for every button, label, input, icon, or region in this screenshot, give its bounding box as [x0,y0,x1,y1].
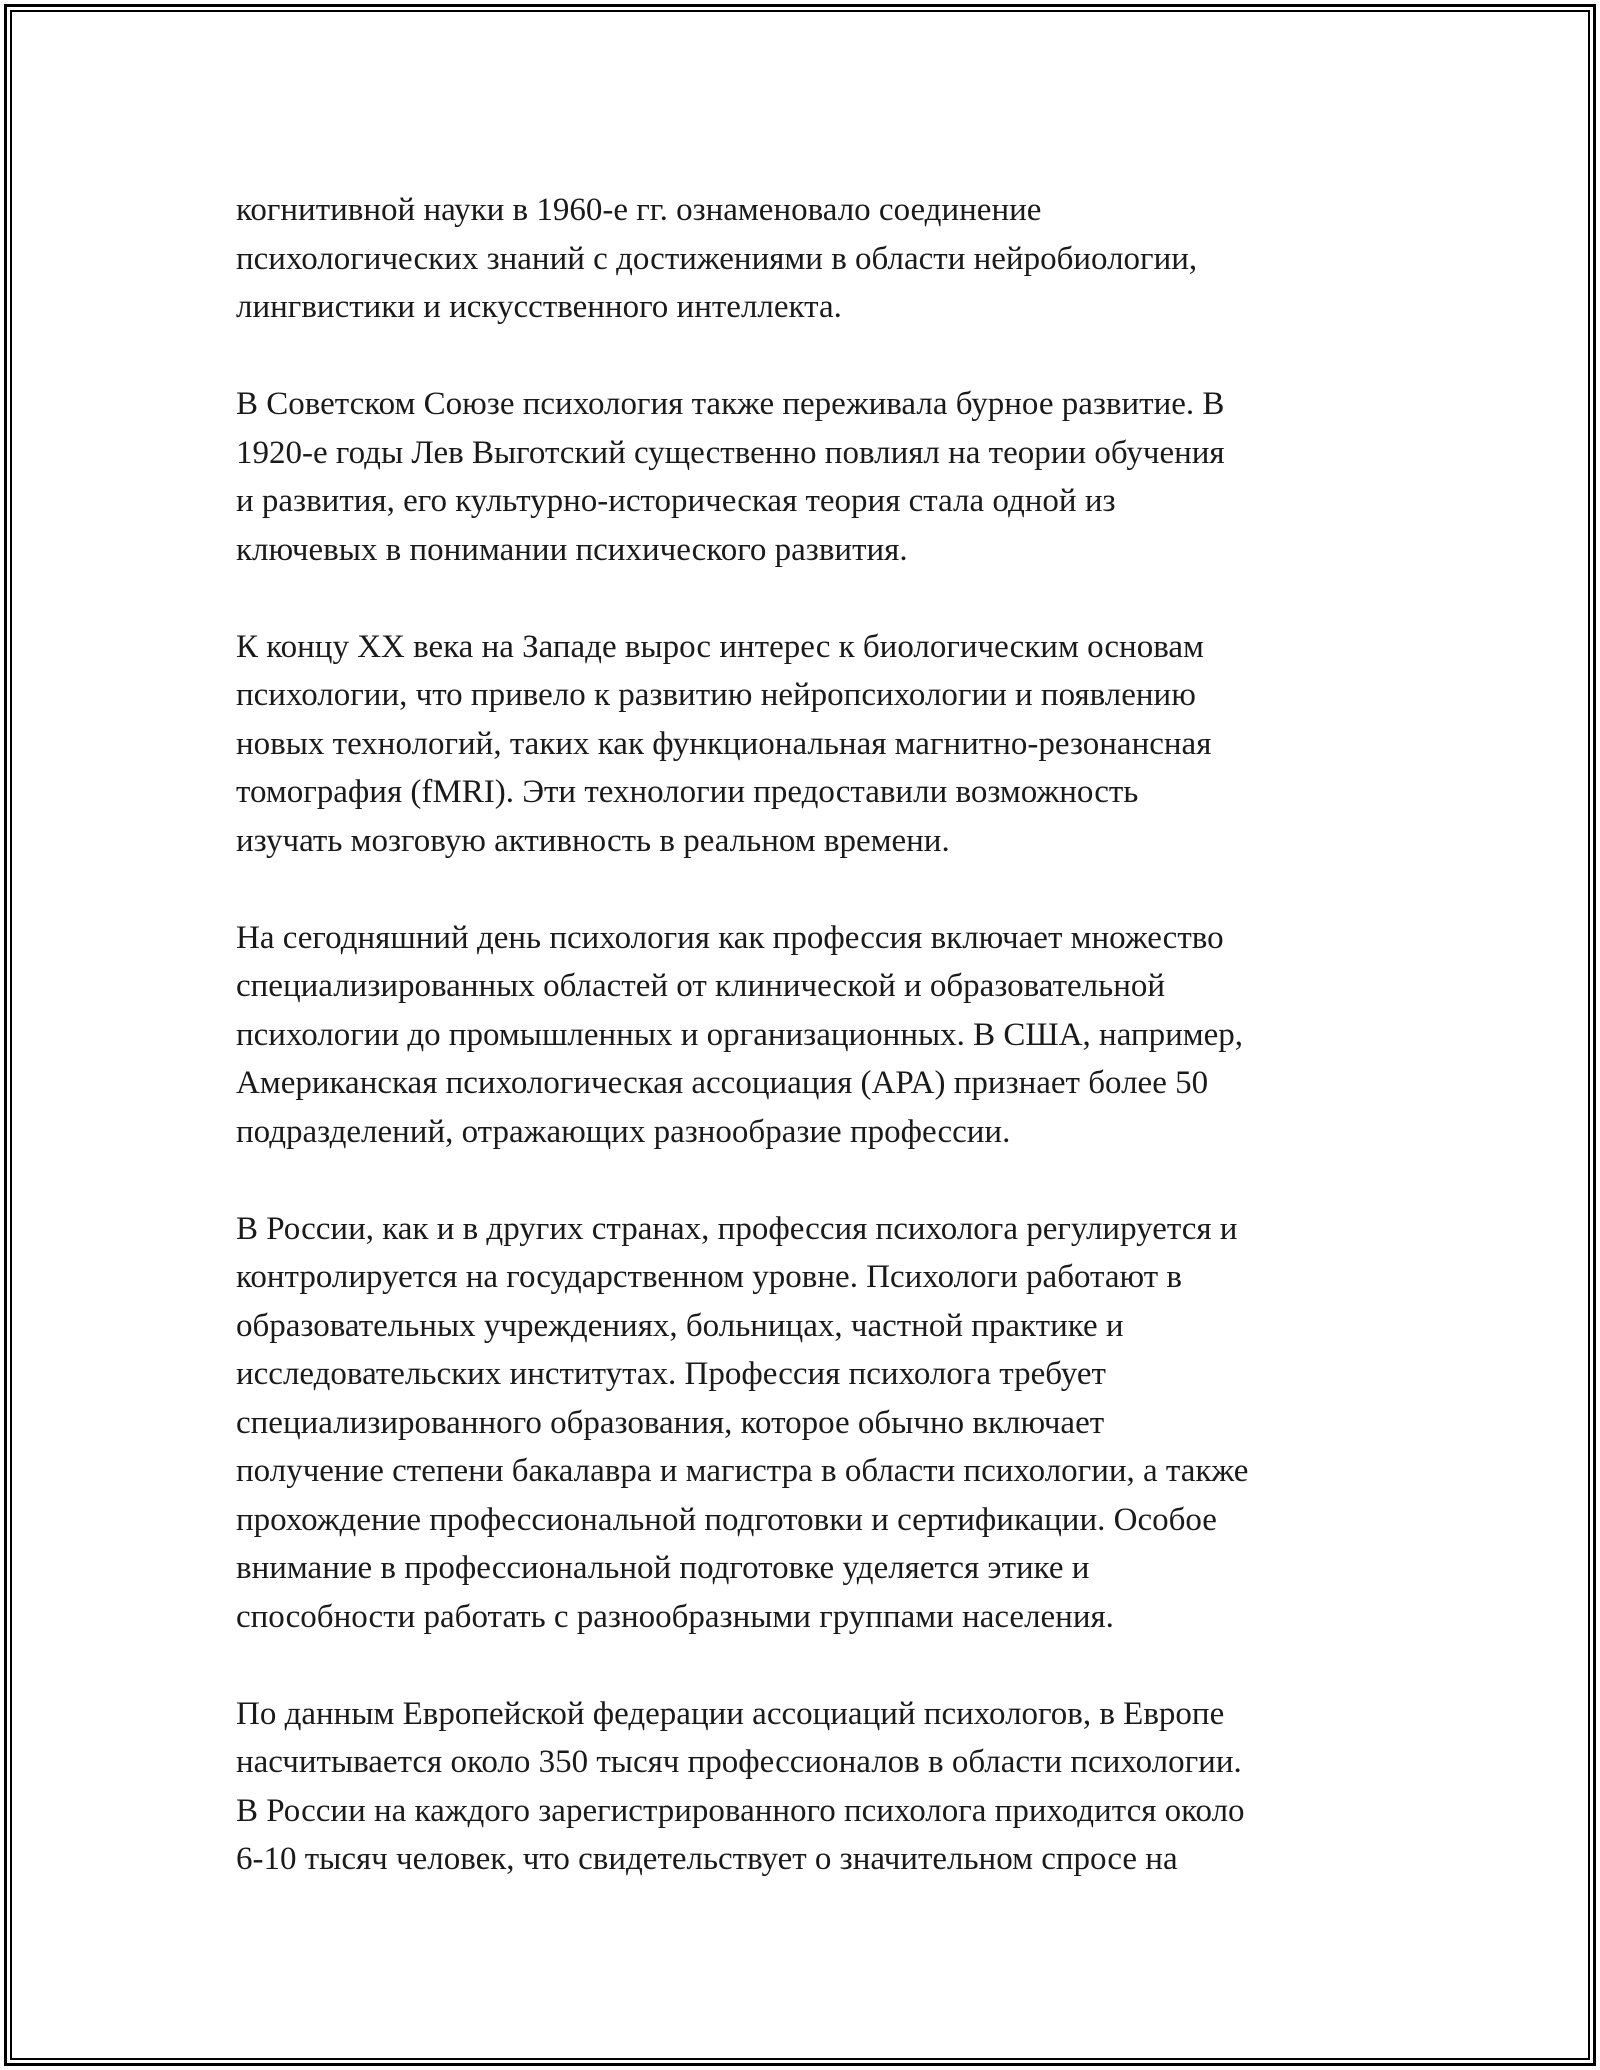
paragraph-european-statistics: По данным Европейской федерации ассоциаций психологов, в Европе насчитывается около 350 тысяч профессионалов в области психологии. В России на каждого зарегистрированного психолога приходится около 6-10 тысяч человек, что свидетельствует о значительном спросе на [236,1695,1245,1877]
paragraph-profession-today: На сегодняшний день психология как профессия включает множество специализированных областей от клинической и образовательной психологии до промышленных и организационных. В США, например, Американская психологическая ассоциация (APA) признает более 50 подразделений, отражающих разнообразие профессии. [236,919,1244,1150]
paragraph-cognitive-science: когнитивной науки в 1960-е гг. ознаменовало соединение психологических знаний с достижениями в области нейробиологии, лингвистики и искусственного интеллекта. [236,192,1198,325]
document-body [236,186,1416,1884]
paragraph-russia-regulation: В России, как и в других странах, профессия психолога регулируется и контролируется на государственном уровне. Психологи работают в образовательных учреждениях, больницах, частной практике и исследовательских институтах. Профессия психолога требует специализированного образования, которое обычно включает получение степени бакалавра и магистра в области психологии, а также прохождение профессиональной подготовки и сертификации. Особое внимание в профессиональной подготовке уделяется этике и способности работать с разнообразными группами населения. [236,1210,1249,1635]
paragraph-neuropsychology: К концу XX века на Западе вырос интерес к биологическим основам психологии, что привело к развитию нейропсихологии и появлению новых технологий, таких как функциональная магнитно-резонансная томография (fMRI). Эти технологии предоставили возможность изучать мозговую активность в реальном времени. [236,628,1212,859]
paragraph-soviet-psychology: В Советском Союзе психология также переживала бурное развитие. В 1920-е годы Лев Выготский существенно повлиял на теории обучения и развития, его культурно-историческая теория стала одной из ключевых в понимании психического развития. [236,386,1225,568]
